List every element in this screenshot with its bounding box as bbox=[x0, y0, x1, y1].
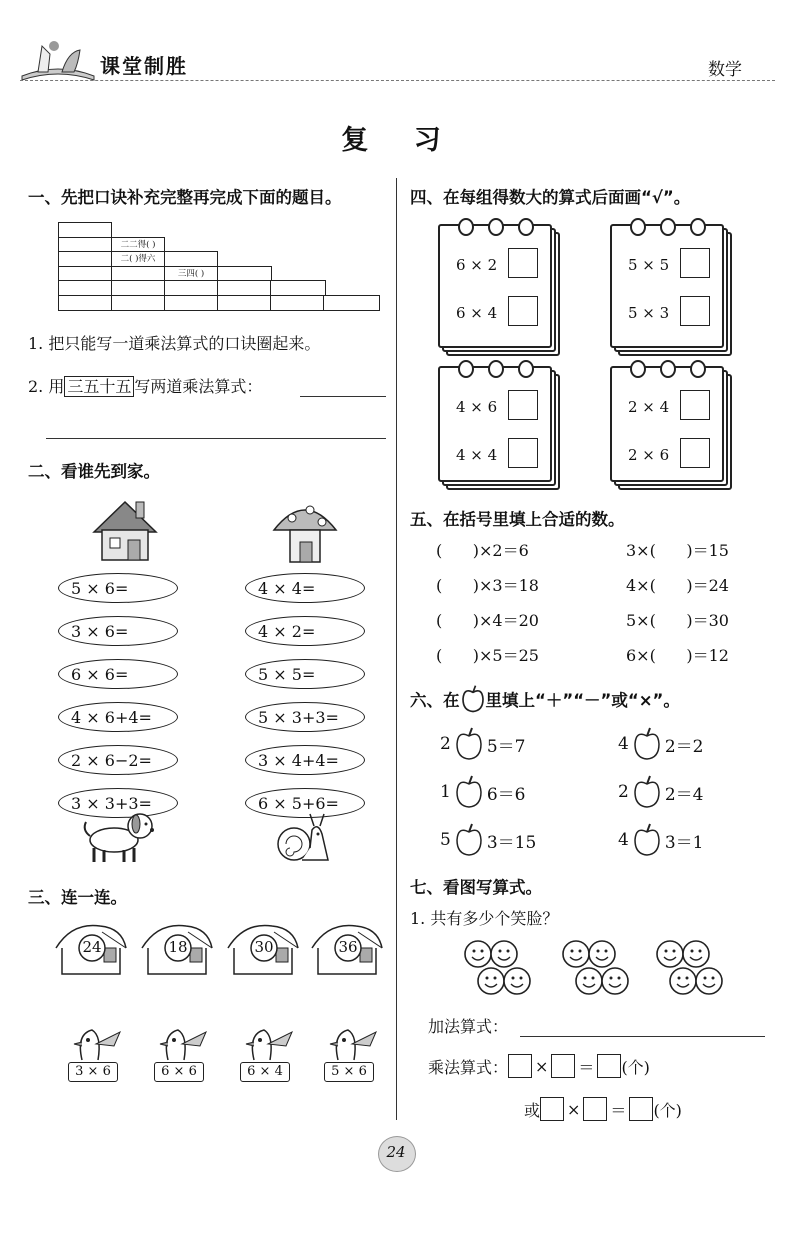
apple-blank-icon[interactable] bbox=[632, 822, 662, 858]
snail-icon bbox=[272, 808, 332, 866]
answer-box[interactable] bbox=[583, 1097, 607, 1121]
section-2-heading: 二、看谁先到家。 bbox=[28, 462, 160, 481]
house-number[interactable] bbox=[224, 918, 302, 980]
answer-box[interactable] bbox=[629, 1097, 653, 1121]
house-number-label: 30 bbox=[254, 938, 274, 956]
table-row bbox=[58, 251, 218, 267]
pad-expression: 4 × 4 bbox=[456, 446, 498, 464]
smiley-group-icon bbox=[462, 938, 542, 1000]
s1-question-2: 2. 用 三五十五 写两道乘法算式： bbox=[28, 377, 263, 396]
expression-oval[interactable]: 5 × 6= bbox=[58, 573, 178, 603]
answer-line[interactable] bbox=[300, 396, 386, 397]
apple-blank-icon[interactable] bbox=[632, 726, 662, 762]
pad-expression: 2 × 6 bbox=[628, 446, 670, 464]
header-brand: 课堂制胜 bbox=[100, 54, 188, 78]
boxed-mnemonic: 三五十五 bbox=[64, 376, 134, 397]
fill-blank-item[interactable]: 5×( )＝30 bbox=[626, 611, 729, 630]
fill-blank-item[interactable]: ( )×3＝18 bbox=[436, 576, 539, 595]
table-clue: 三四( ) bbox=[165, 267, 218, 282]
house-number-label: 18 bbox=[168, 938, 188, 956]
multiplication-row: 乘法算式： × ＝ (个) bbox=[428, 1054, 650, 1078]
s7-question-1: 1. 共有多少个笑脸？ bbox=[410, 909, 559, 928]
fill-blank-item[interactable]: 3×( )＝15 bbox=[626, 541, 729, 560]
house-number-label: 36 bbox=[338, 938, 358, 956]
section-4-heading: 四、在每组得数大的算式后面画“√”。 bbox=[410, 188, 691, 207]
fill-blank-item[interactable]: ( )×5＝25 bbox=[436, 646, 539, 665]
bird-expression-label: 3 × 6 bbox=[68, 1062, 118, 1082]
dog-icon bbox=[80, 808, 158, 864]
notepad-group bbox=[438, 366, 556, 494]
bird-expression-label: 5 × 6 bbox=[324, 1062, 374, 1082]
check-box[interactable] bbox=[680, 390, 710, 420]
house-number[interactable] bbox=[52, 918, 130, 980]
table-row bbox=[58, 280, 326, 296]
header-logo-icon bbox=[18, 32, 98, 82]
expression-oval[interactable]: 6 × 6= bbox=[58, 659, 178, 689]
section-6-heading: 六、在 里填上“＋”“－”或“×”。 bbox=[410, 684, 680, 714]
house-number[interactable] bbox=[138, 918, 216, 980]
notepad-group bbox=[610, 366, 728, 494]
bird-expression[interactable] bbox=[148, 1024, 208, 1090]
answer-box[interactable] bbox=[597, 1054, 621, 1078]
answer-box[interactable] bbox=[551, 1054, 575, 1078]
header-divider bbox=[20, 80, 775, 81]
apple-blank-icon[interactable] bbox=[454, 726, 484, 762]
smiley-group-icon bbox=[560, 938, 640, 1000]
page-title: 复 习 bbox=[341, 125, 459, 156]
operator-item: 4 2＝2 bbox=[618, 726, 703, 762]
check-box[interactable] bbox=[680, 438, 710, 468]
bird-expression-label: 6 × 4 bbox=[240, 1062, 290, 1082]
expression-oval[interactable]: 6 × 5+6= bbox=[245, 788, 365, 818]
answer-line[interactable] bbox=[46, 438, 386, 439]
bird-expression[interactable] bbox=[234, 1024, 294, 1090]
section-5-heading: 五、在括号里填上合适的数。 bbox=[410, 510, 625, 529]
apple-blank-icon[interactable] bbox=[454, 774, 484, 810]
pad-expression: 4 × 6 bbox=[456, 398, 498, 416]
operator-item: 1 6＝6 bbox=[440, 774, 525, 810]
fill-blank-item[interactable]: ( )×2＝6 bbox=[436, 541, 529, 560]
notepad-group bbox=[610, 224, 728, 352]
pad-expression: 2 × 4 bbox=[628, 398, 670, 416]
fill-blank-item[interactable]: 4×( )＝24 bbox=[626, 576, 729, 595]
fill-blank-item[interactable]: 6×( )＝12 bbox=[626, 646, 729, 665]
apple-blank-icon[interactable] bbox=[632, 774, 662, 810]
s1-question-1: 1. 把只能写一道乘法算式的口诀圈起来。 bbox=[28, 334, 321, 353]
table-row bbox=[58, 222, 112, 238]
addition-answer-line[interactable] bbox=[520, 1036, 765, 1037]
expression-oval[interactable]: 3 × 3+3= bbox=[58, 788, 178, 818]
pad-expression: 5 × 3 bbox=[628, 304, 670, 322]
check-box[interactable] bbox=[508, 390, 538, 420]
mushroom-house-icon bbox=[270, 496, 340, 566]
apple-icon bbox=[460, 684, 486, 714]
bird-expression[interactable] bbox=[318, 1024, 378, 1090]
pad-expression: 5 × 5 bbox=[628, 256, 670, 274]
section-1-heading: 一、先把口诀补充完整再完成下面的题目。 bbox=[28, 188, 342, 207]
s3-houses bbox=[52, 918, 392, 978]
operator-item: 2 5＝7 bbox=[440, 726, 525, 762]
table-row bbox=[58, 237, 165, 253]
pad-expression: 6 × 2 bbox=[456, 256, 498, 274]
notepad-group bbox=[438, 224, 556, 352]
section-3-heading: 三、连一连。 bbox=[28, 888, 127, 907]
check-box[interactable] bbox=[508, 296, 538, 326]
apple-blank-icon[interactable] bbox=[454, 822, 484, 858]
bird-expression[interactable] bbox=[62, 1024, 122, 1090]
operator-item: 2 2＝4 bbox=[618, 774, 703, 810]
operator-item: 4 3＝1 bbox=[618, 822, 703, 858]
s3-birds bbox=[62, 1024, 382, 1088]
expression-oval[interactable]: 3 × 6= bbox=[58, 616, 178, 646]
expression-oval[interactable]: 4 × 2= bbox=[245, 616, 365, 646]
check-box[interactable] bbox=[508, 248, 538, 278]
column-divider bbox=[396, 178, 397, 1120]
table-row bbox=[58, 295, 380, 312]
check-box[interactable] bbox=[508, 438, 538, 468]
operator-item: 5 3＝15 bbox=[440, 822, 536, 858]
check-box[interactable] bbox=[680, 296, 710, 326]
house-number-label: 24 bbox=[82, 938, 102, 956]
bird-expression-label: 6 × 6 bbox=[154, 1062, 204, 1082]
section-7-heading: 七、看图写算式。 bbox=[410, 878, 542, 897]
expression-oval[interactable]: 4 × 4= bbox=[245, 573, 365, 603]
page-number: 24 bbox=[386, 1143, 406, 1161]
table-clue: 二( )得六 bbox=[112, 252, 165, 267]
header-subject: 数学 bbox=[708, 60, 742, 80]
multiplication-row-alt: 或 × ＝ (个) bbox=[524, 1097, 682, 1121]
pad-expression: 6 × 4 bbox=[456, 304, 498, 322]
expression-oval[interactable]: 3 × 4+4= bbox=[245, 745, 365, 775]
answer-box[interactable] bbox=[508, 1054, 532, 1078]
house-icon bbox=[90, 496, 160, 564]
expression-oval[interactable]: 2 × 6−2= bbox=[58, 745, 178, 775]
table-row bbox=[58, 266, 272, 282]
multiplication-table bbox=[58, 222, 380, 312]
expression-oval[interactable]: 5 × 3+3= bbox=[245, 702, 365, 732]
check-box[interactable] bbox=[680, 248, 710, 278]
table-clue: 二二得( ) bbox=[120, 239, 156, 250]
addition-label: 加法算式： bbox=[428, 1017, 509, 1036]
house-number[interactable] bbox=[308, 918, 386, 980]
fill-blank-item[interactable]: ( )×4＝20 bbox=[436, 611, 539, 630]
expression-oval[interactable]: 4 × 6+4= bbox=[58, 702, 178, 732]
answer-box[interactable] bbox=[540, 1097, 564, 1121]
smiley-group-icon bbox=[654, 938, 734, 1000]
expression-oval[interactable]: 5 × 5= bbox=[245, 659, 365, 689]
